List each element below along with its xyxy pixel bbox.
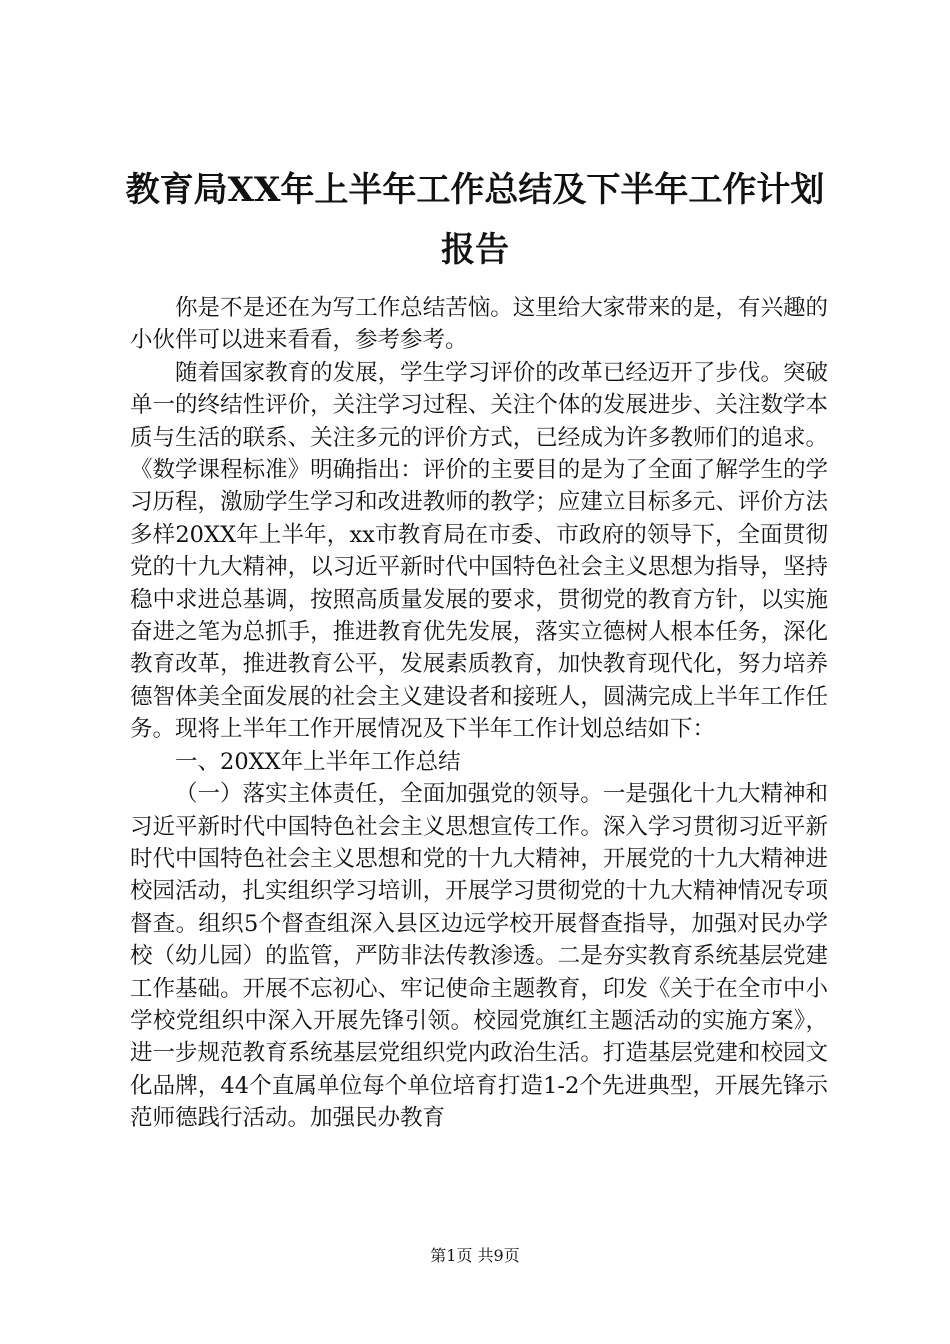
document-body xyxy=(130,292,828,1135)
document-title: 教育局XX年上半年工作总结及下半年工作计划报告 xyxy=(125,170,825,270)
intro-paragraph: 你是不是还在为写工作总结苦恼。这里给大家带来的是，有兴趣的小伙伴可以进来看看，参考参考。 xyxy=(130,295,828,354)
section-heading: 一、20XX年上半年工作总结 xyxy=(175,748,461,775)
section-paragraph: （一）落实主体责任，全面加强党的领导。一是强化十九大精神和习近平新时代中国特色社会主义思想宣传工作。深入学习贯彻习近平新时代中国特色社会主义思想和党的十九大精神，开展党的十九大精神进校园活动，扎实组织学习培训，开展学习贯彻党的十九大精神情况专项督查。组织5个督查组深入县区边远学校开展督查指导，加强对民办学校（幼儿园）的监管，严防非法传教渗透。二是夯实教育系统基层党建工作基础。开展不忘初心、牢记使命主题教育，印发《关于在全市中小学校党组织中深入开展先锋引领。校园党旗红主题活动的实施方案》，进一步规范教育系统基层党组织党内政治生活。打造基层党建和校园文化品牌，44个直属单位每个单位培育打造1-2个先进典型，开展先锋示范师德践行活动。加强民办教育 xyxy=(130,781,828,1132)
background-paragraph: 随着国家教育的发展，学生学习评价的改革已经迈开了步伐。突破单一的终结性评价，关注学习过程、关注个体的发展进步、关注数学本质与生活的联系、关注多元的评价方式，已经成为许多教师们的追求。《数学课程标准》明确指出：评价的主要目的是为了全面了解学生的学习历程，激励学生学习和改进教师的教学；应建立目标多元、评价方法多样20XX年上半年，xx市教育局在市委、市政府的领导下，全面贯彻党的十九大精神，以习近平新时代中国特色社会主义思想为指导，坚持稳中求进总基调，按照高质量发展的要求，贯彻党的教育方针，以实施奋进之笔为总抓手，推进教育优先发展，落实立德树人根本任务，深化教育改革，推进教育公平，发展素质教育，加快教育现代化，努力培养德智体美全面发展的社会主义建设者和接班人，圆满完成上半年工作任务。现将上半年工作开展情况及下半年工作计划总结如下： xyxy=(130,359,828,743)
page-number-footer: 第1页 共9页 xyxy=(430,1246,520,1265)
